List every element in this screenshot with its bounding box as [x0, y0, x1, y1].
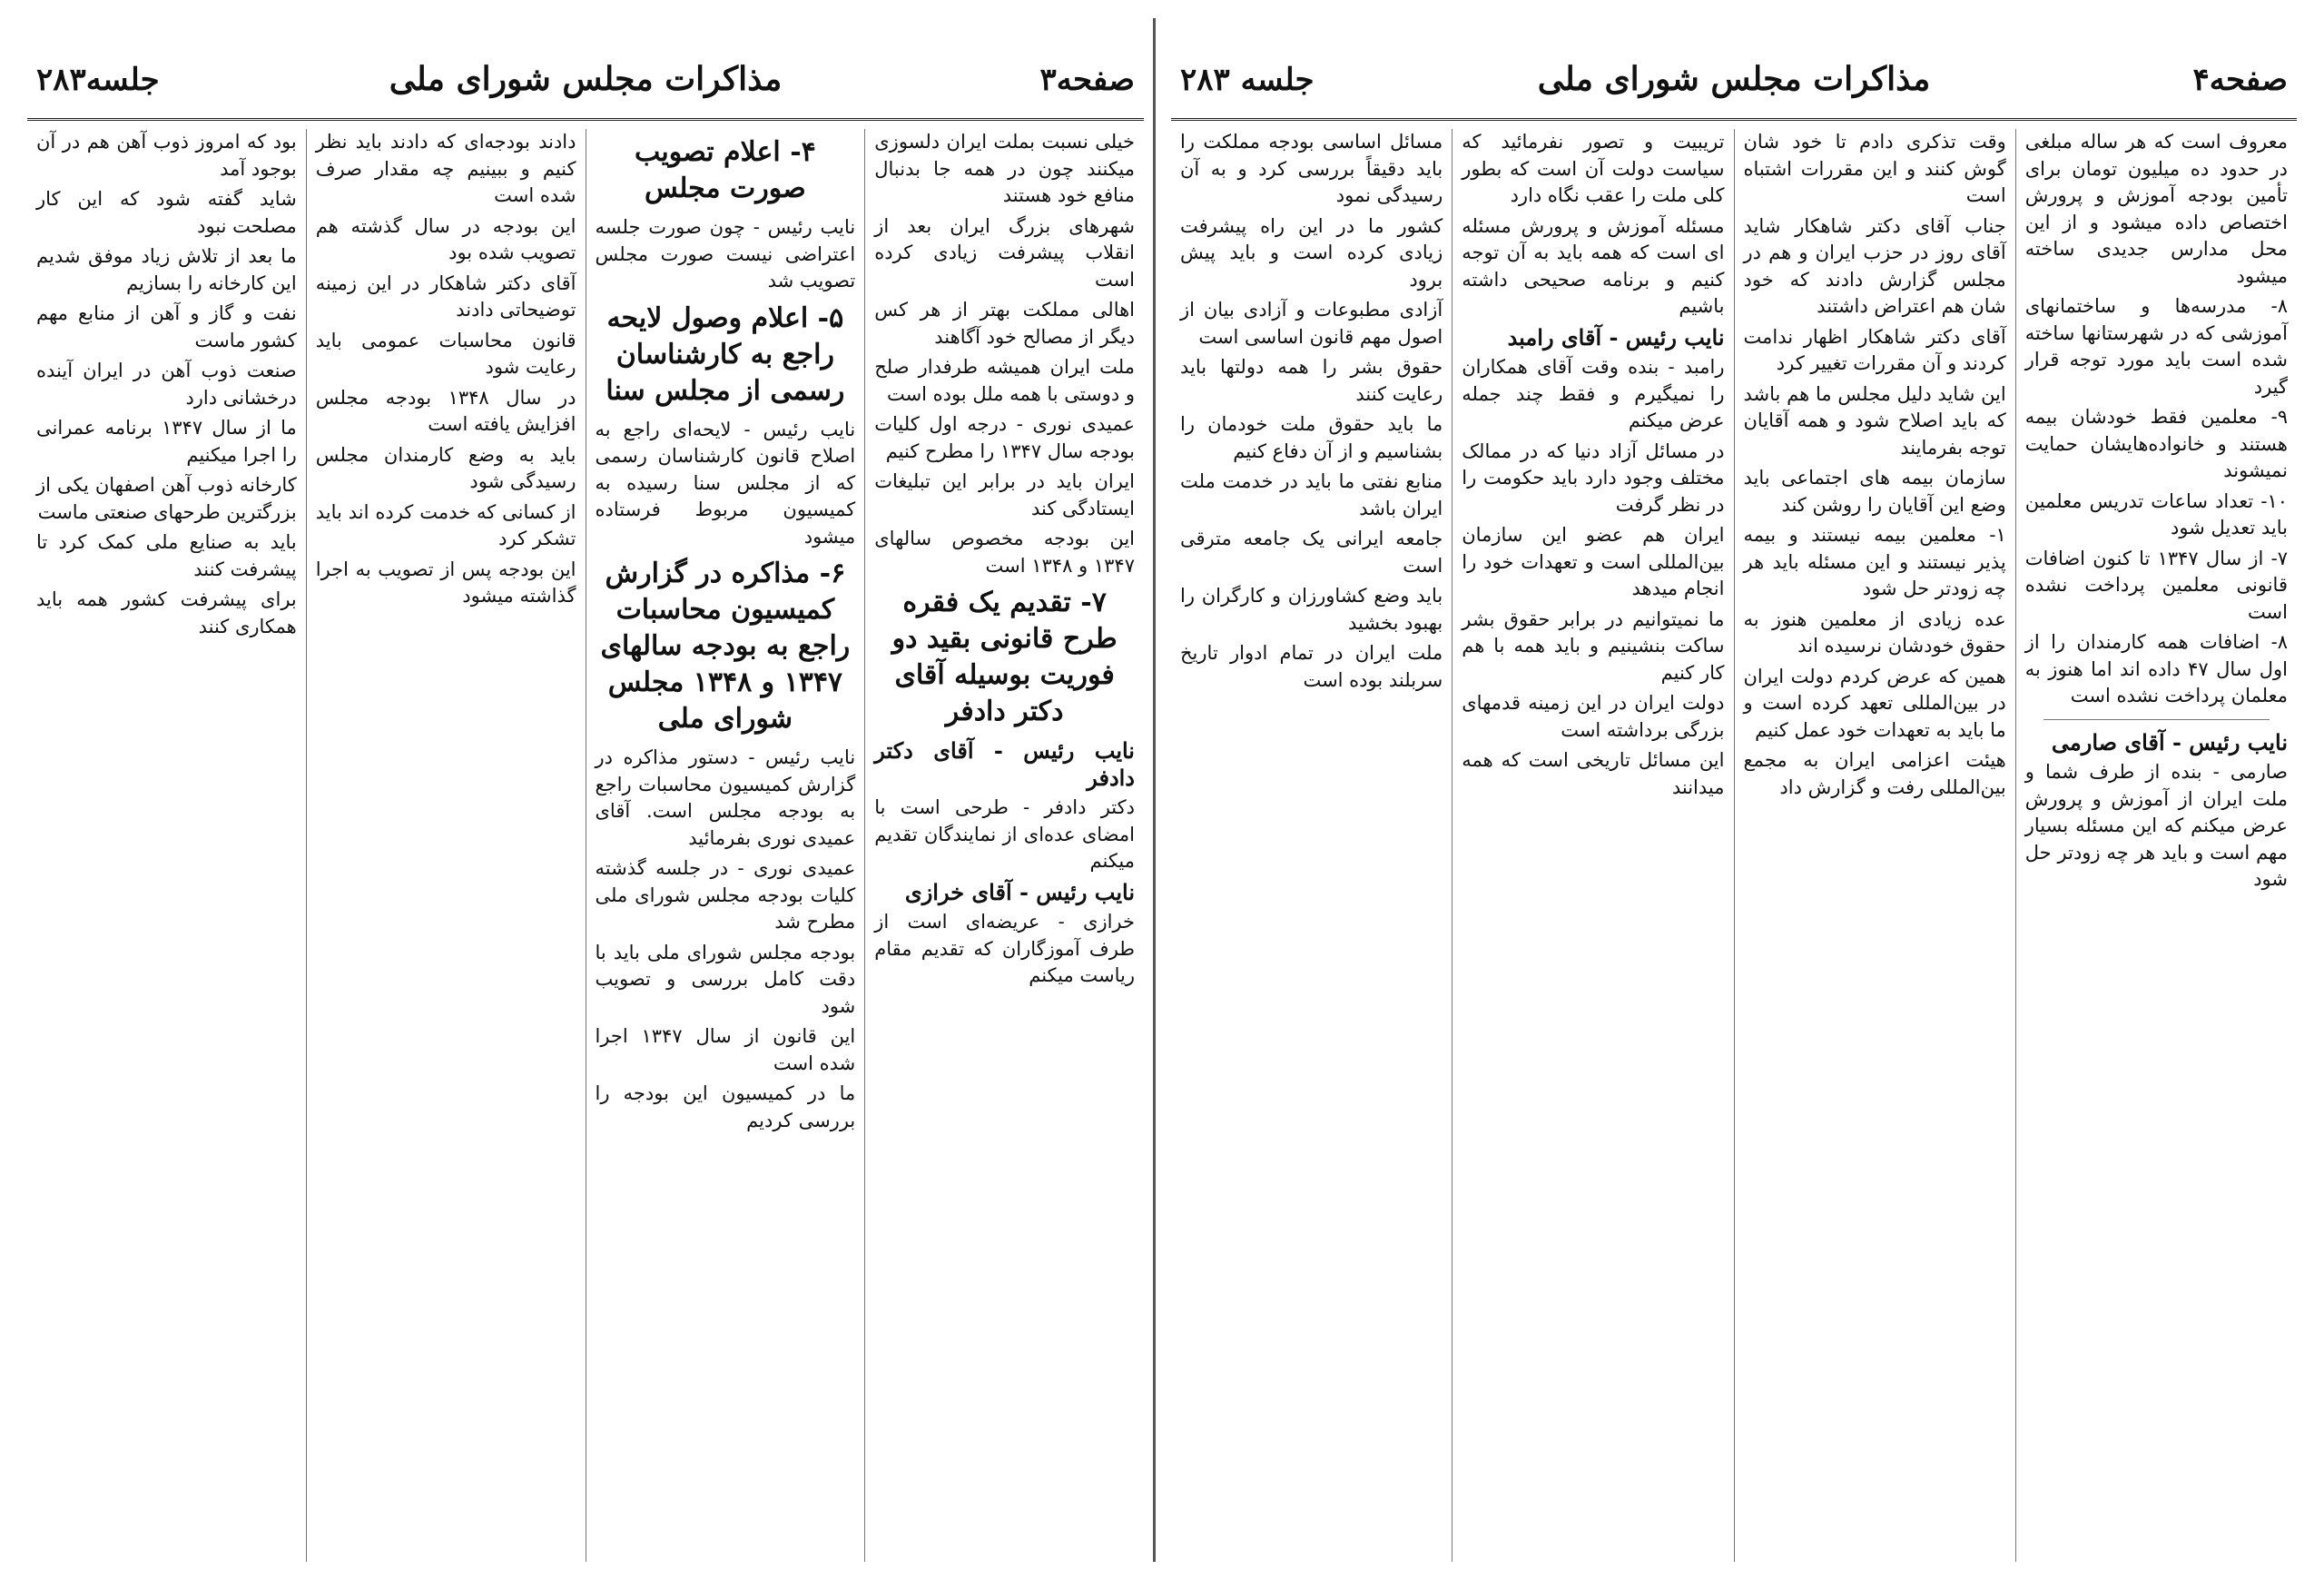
paragraph: ۸- مدرسه‌ها و ساختمانهای آموزشی که در شهرستانها ساخته شده است باید مورد توجه قرار گیرد [2024, 295, 2288, 398]
left-page-number: صفحه۳ [1039, 62, 1135, 98]
column [864, 129, 1144, 1562]
left-page-session: جلسه۲۸۳ [36, 62, 160, 98]
paragraph: مسائل اساسی بودجه مملکت را باید دقیقاً بررسی کرد و به آن رسیدگی نمود [1180, 131, 1443, 206]
paragraph: معروف است که هر ساله مبلغی در حدود ده میلیون تومان برای تأمین بودجه آموزش و پرورش اختصاص داده میشود و از این محل مدارس جدیدی ساخته میشود [2024, 131, 2288, 287]
section-heading: ۶- مذاکره در گزارش کمیسیون محاسبات راجع به بودجه سالهای ۱۳۴۷ و ۱۳۴۸ مجلس شورای ملی [600, 558, 851, 735]
column [1734, 129, 2015, 1562]
paragraph: بود که امروز ذوب آهن هم در آن بوجود آمد [36, 131, 297, 180]
paragraph: قانون محاسبات عمومی باید رعایت شود [315, 329, 576, 378]
paragraph: عمیدی نوری - در جلسه گذشته کلیات بودجه مجلس شورای ملی مطرح شد [595, 857, 856, 933]
paragraph: این بودجه مخصوص سالهای ۱۳۴۷ و ۱۳۴۸ است [874, 528, 1135, 577]
left-page-title: مذاکرات مجلس شورای ملی [389, 60, 783, 98]
paragraph: عمیدی نوری - درجه اول کلیات بودجه سال ۱۳۴۷ را مطرح کنیم [874, 413, 1135, 462]
paragraph: اهالی مملکت بهتر از هر کس دیگر از مصالح خود آگاهند [874, 299, 1135, 348]
paragraph: این بودجه در سال گذشته هم تصویب شده بود [315, 214, 576, 263]
paragraph: آقای دکتر شاهکار در این زمینه توضیحاتی دادند [315, 272, 576, 321]
paragraph: ۹- معلمین فقط خودشان بیمه هستند و خانواده‌هایشان حمایت نمیشوند [2024, 406, 2288, 481]
paragraph: از کسانی که خدمت کرده اند باید تشکر کرد [315, 500, 576, 549]
paragraph: در سال ۱۳۴۸ بودجه مجلس افزایش یافته است [315, 386, 576, 435]
paragraph: رامبد - بنده وقت آقای همکاران را نمیگیرم و فقط چند جمله عرض میکنم [1462, 356, 1725, 431]
paragraph: وقت تذکری دادم تا خود شان گوش کنند و این مقررات اشتباه است [1743, 131, 2006, 206]
column [2015, 129, 2297, 1562]
paragraph: آزادی مطبوعات و آزادی بیان از اصول مهم قانون اساسی است [1180, 299, 1443, 348]
section-heading: ۴- اعلام تصویب صورت مجلس [634, 136, 816, 204]
paragraph: ما در کمیسیون این بودجه را بررسی کردیم [595, 1082, 856, 1131]
column [306, 129, 586, 1562]
paragraph: ما بعد از تلاش زیاد موفق شدیم این کارخانه را بسازیم [36, 245, 297, 294]
paragraph: دکتر دادفر - طرحی است با امضای عده‌ای از نمایندگان تقدیم میکنم [874, 796, 1135, 872]
section-heading: ۵- اعلام وصول لایحه راجع به کارشناسان رسمی از مجلس سنا [606, 301, 845, 407]
right-page-title: مذاکرات مجلس شورای ملی [1537, 60, 1931, 98]
left-page [27, 27, 1144, 1562]
speaker-line: نایب رئیس - آقای صارمی [2051, 728, 2288, 755]
paragraph: ۷- از سال ۱۳۴۷ تا کنون اضافات قانونی معلمین پرداخت نشده است [2024, 547, 2288, 623]
paragraph: همین که عرض کردم دولت ایران در بین‌المللی تعهد کرده است و ما باید به تعهدات خود عمل کنیم [1743, 665, 2006, 741]
paragraph: صارمی - بنده از طرف شما و ملت ایران از آموزش و پرورش عرض میکنم که این مسئله بسیار مهم است و باید هر چه زودتر حل شود [2024, 761, 2288, 890]
paragraph: صنعت ذوب آهن در ایران آینده درخشانی دارد [36, 360, 297, 409]
right-page-number: صفحه۴ [2192, 62, 2288, 98]
right-page [1171, 27, 2297, 1562]
paragraph: بودجه مجلس شورای ملی باید با دقت کامل بررسی و تصویب شود [595, 941, 856, 1017]
paragraph: ایران باید در برابر این تبلیغات ایستادگی کند [874, 470, 1135, 519]
paragraph: نایب رئیس - لایحه‌ای راجع به اصلاح قانون کارشناسان رسمی که از مجلس سنا رسیده به کمیسیون مربوط فرستاده میشود [595, 418, 856, 548]
right-page-header [1171, 45, 2297, 121]
column [1171, 129, 1452, 1562]
paragraph: ما نمیتوانیم در برابر حقوق بشر ساکت بنشینیم و باید همه با هم کار کنیم [1462, 607, 1725, 684]
paragraph: تریبیت و تصور نفرمائید که سیاست دولت آن است که بطور کلی ملت را عقب نگاه دارد [1462, 131, 1725, 206]
speaker-line: نایب رئیس - آقای دکتر دادفر [874, 737, 1135, 791]
paragraph: دادند بودجه‌ای که دادند باید نظر کنیم و ببینیم چه مقدار صرف شده است [315, 131, 576, 206]
paragraph: هیئت اعزامی ایران به مجمع بین‌المللی رفت و گزارش داد [1743, 749, 2006, 798]
paragraph: کشور ما در این راه پیشرفت زیادی کرده است و باید پیش برود [1180, 214, 1443, 291]
paragraph: این قانون از سال ۱۳۴۷ اجرا شده است [595, 1025, 856, 1074]
paragraph: باید به صنایع ملی کمک کرد تا پیشرفت کنند [36, 531, 297, 580]
paragraph: جناب آقای دکتر شاهکار شاید آقای روز در حزب ایران و هم در مجلس گزارش دادند که خود شان هم اعتراض داشتند [1743, 214, 2006, 317]
paragraph: این بودجه پس از تصویب به اجرا گذاشته میشود [315, 558, 576, 607]
paragraph: آقای دکتر شاهکار اظهار ندامت کردند و آن مقررات تغییر کرد [1743, 325, 2006, 374]
paragraph: باید وضع کشاورزان و کارگران را بهبود بخشید [1180, 585, 1443, 634]
right-page-columns [1171, 129, 2297, 1562]
right-page-session: جلسه ۲۸۳ [1180, 62, 1315, 98]
column [27, 129, 306, 1562]
left-page-header [27, 45, 1144, 121]
paragraph: مسئله آموزش و پرورش مسئله ای است که همه باید به آن توجه کنیم و برنامه صحیحی داشته باشیم [1462, 214, 1725, 317]
page-gutter [1153, 18, 1156, 1562]
speaker-line: نایب رئیس - آقای خرازی [904, 878, 1135, 905]
column [586, 129, 865, 1562]
paragraph: این شاید دلیل مجلس ما هم باشد که باید اصلاح شود و همه آقایان توجه بفرمایند [1743, 382, 2006, 459]
paragraph: ایران هم عضو این سازمان بین‌المللی است و تعهدات خود را انجام میدهد [1462, 524, 1725, 599]
section-heading: ۷- تقدیم یک فقره طرح قانونی بقید دو فوریت بوسیله آقای دکتر دادفر [891, 587, 1118, 727]
paragraph: شهرهای بزرگ ایران بعد از انقلاب پیشرفت زیادی کرده است [874, 214, 1135, 291]
paragraph: جامعه ایرانی یک جامعه مترقی است [1180, 528, 1443, 577]
paragraph: منابع نفتی ما باید در خدمت ملت ایران باشد [1180, 470, 1443, 519]
left-page-columns [27, 129, 1144, 1562]
paragraph: ۱۰- تعداد ساعات تدریس معلمین باید تعدیل شود [2024, 489, 2288, 538]
paragraph: شاید گفته شود که این کار مصلحت نبود [36, 188, 297, 237]
paragraph: ما باید حقوق ملت خودمان را بشناسیم و از آن دفاع کنیم [1180, 413, 1443, 462]
paragraph: ما از سال ۱۳۴۷ برنامه عمرانی را اجرا میکنیم [36, 417, 297, 466]
paragraph: نفت و گاز و آهن از منابع مهم کشور ماست [36, 302, 297, 351]
paragraph: ملت ایران در تمام ادوار تاریخ سربلند بوده است [1180, 642, 1443, 691]
paragraph: باید به وضع کارمندان مجلس رسیدگی شود [315, 443, 576, 492]
paragraph: ۱- معلمین بیمه نیستند و بیمه پذیر نیستند و این مسئله باید هر چه زودتر حل شود [1743, 524, 2006, 599]
paragraph: این مسائل تاریخی است که همه میدانند [1462, 749, 1725, 798]
paragraph: برای پیشرفت کشور همه باید همکاری کنند [36, 588, 297, 637]
paragraph: عده زیادی از معلمین هنوز به حقوق خودشان نرسیده اند [1743, 607, 2006, 657]
paragraph: کارخانه ذوب آهن اصفهان یکی از بزرگترین طرحهای صنعتی ماست [36, 474, 297, 523]
paragraph: ۸- اضافات همه کارمندان را از اول سال ۴۷ داده اند اما هنوز به معلمان پرداخت نشده است [2024, 631, 2288, 706]
paragraph: در مسائل آزاد دنیا که در ممالک مختلف وجود دارد باید حکومت را در نظر گرفت [1462, 439, 1725, 516]
paragraph: نایب رئیس - چون صورت جلسه اعتراضی نیست صورت مجلس تصویب شد [595, 216, 856, 291]
paragraph: سازمان بیمه های اجتماعی باید وضع این آقایان را روشن کند [1743, 467, 2006, 516]
paragraph: نایب رئیس - دستور مذاکره در گزارش کمیسیون محاسبات راجع به بودجه مجلس است. آقای عمیدی نوری بفرمائید [595, 746, 856, 849]
column [1452, 129, 1733, 1562]
paragraph: خرازی - عریضه‌ای است از طرف آموزگاران که تقدیم مقام ریاست میکنم [874, 911, 1135, 986]
speaker-line: نایب رئیس - آقای رامبد [1507, 323, 1725, 351]
paragraph: دولت ایران در این زمینه قدمهای بزرگی برداشته است [1462, 692, 1725, 741]
paragraph: حقوق بشر را همه دولتها باید رعایت کنند [1180, 356, 1443, 405]
paragraph: خیلی نسبت بملت ایران دلسوزی میکنند چون در همه جا بدنبال منافع خود هستند [874, 131, 1135, 206]
divider [2043, 719, 2270, 720]
paragraph: ملت ایران همیشه طرفدار صلح و دوستی با همه ملل بوده است [874, 356, 1135, 405]
